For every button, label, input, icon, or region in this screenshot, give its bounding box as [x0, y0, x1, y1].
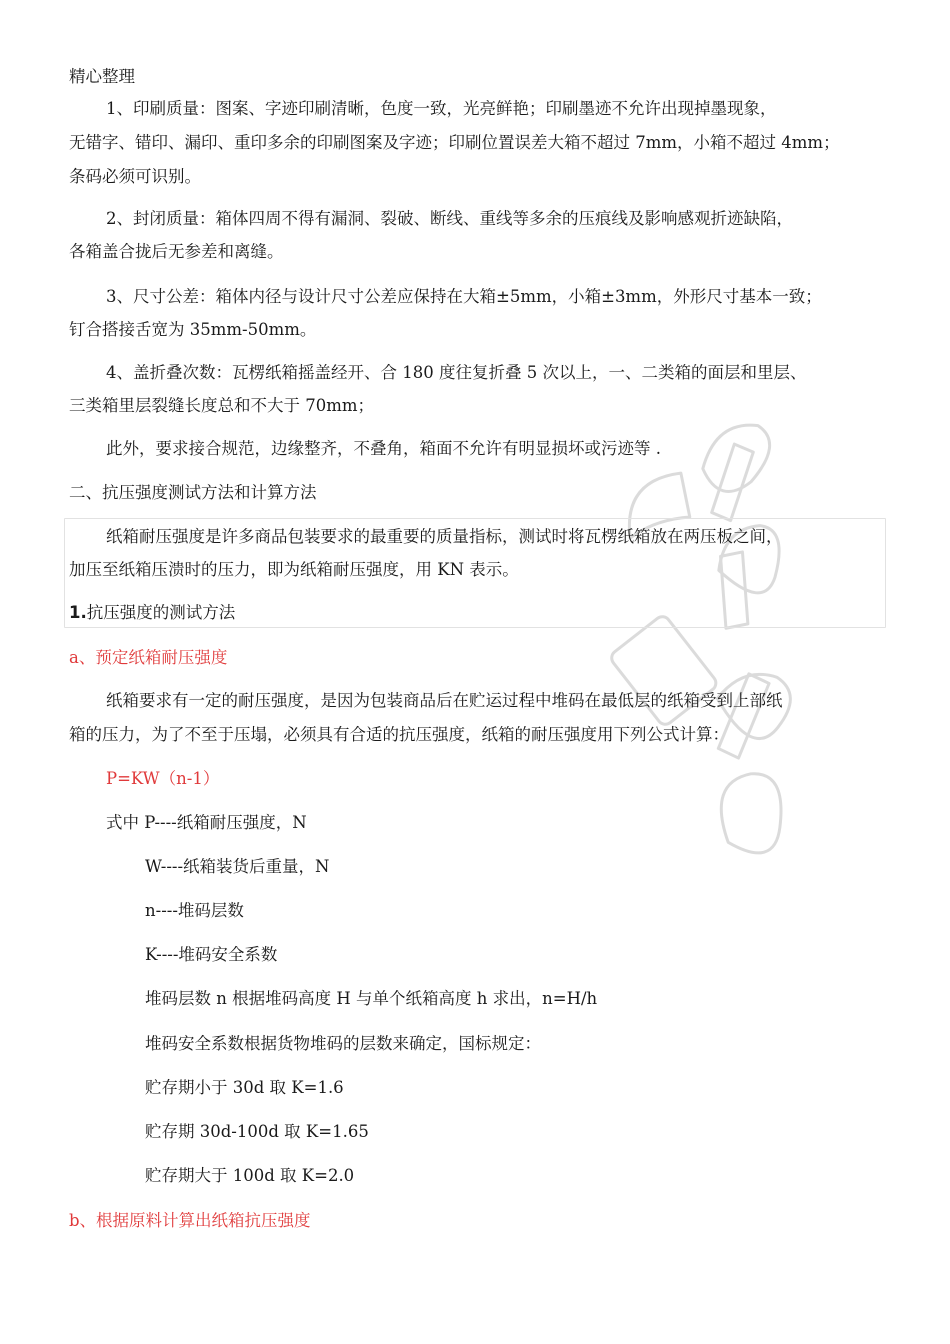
box-subtitle	[69, 602, 235, 624]
def-0: 式中 P----纸箱耐压强度，N	[106, 813, 307, 832]
def-4: 堆码层数 n 根据堆码高度 H 与单个纸箱高度 h 求出，n=H/h	[145, 989, 598, 1008]
item-1-line-3: 条码必须可识别。	[69, 167, 201, 186]
item-2-line-1: 2、封闭质量：箱体四周不得有漏洞、裂破、断线、重线等多余的压痕线及影响感观折迹缺陷，	[106, 209, 793, 228]
def-2: n----堆码层数	[145, 901, 244, 920]
para-a-line-1: 纸箱要求有一定的耐压强度，是因为包装商品后在贮运过程中堆码在最低层的纸箱受到上部纸	[106, 691, 783, 710]
item-1-line-1: 1、印刷质量：图案、字迹印刷清晰，色度一致，光亮鲜艳；印刷墨迹不允许出现掉墨现象，	[106, 99, 777, 118]
item-4-line-2: 三类箱里层裂缝长度总和不大于 70mm；	[69, 396, 375, 415]
box-subtitle-number: 1.	[69, 603, 87, 622]
subsection-a-title: a、预定纸箱耐压强度	[69, 648, 228, 667]
def-7: 贮存期 30d-100d 取 K=1.65	[145, 1122, 369, 1141]
def-5: 堆码安全系数根据货物堆码的层数来确定，国标规定：	[145, 1034, 541, 1053]
def-8: 贮存期大于 100d 取 K=2.0	[145, 1166, 355, 1185]
item-2-line-2: 各箱盖合拢后无参差和离缝。	[69, 242, 284, 261]
item-3-line-2: 钉合搭接舌宽为 35mm-50mm。	[69, 320, 317, 339]
def-1: W----纸箱装货后重量，N	[145, 857, 330, 876]
section-2-title: 二、抗压强度测试方法和计算方法	[69, 483, 317, 502]
formula: P=KW（n-1）	[106, 769, 220, 788]
para-a-line-2: 箱的压力，为了不至于压塌，必须具有合适的抗压强度，纸箱的耐压强度用下列公式计算：	[69, 725, 729, 744]
item-3-line-1: 3、尺寸公差：箱体内径与设计尺寸公差应保持在大箱±5mm，小箱±3mm，外形尺寸基本一致；	[106, 287, 822, 306]
subsection-b-title: b、根据原料计算出纸箱抗压强度	[69, 1211, 311, 1230]
box-line-2: 加压至纸箱压溃时的压力，即为纸箱耐压强度，用 KN 表示。	[69, 560, 519, 579]
def-6: 贮存期小于 30d 取 K=1.6	[145, 1078, 344, 1097]
def-3: K----堆码安全系数	[145, 945, 278, 964]
header-label: 精心整理	[69, 67, 135, 86]
item-1-line-2: 无错字、错印、漏印、重印多余的印刷图案及字迹；印刷位置误差大箱不超过 7mm，小箱不超过 4mm；	[69, 133, 840, 152]
box-line-1: 纸箱耐压强度是许多商品包装要求的最重要的质量指标，测试时将瓦楞纸箱放在两压板之间，	[106, 527, 783, 546]
box-subtitle-text: 抗压强度的测试方法	[86, 603, 236, 622]
extra-requirements: 此外，要求接合规范，边缘整齐，不叠角，箱面不允许有明显损坏或污迹等 .	[106, 439, 661, 458]
item-4-line-1: 4、盖折叠次数：瓦楞纸箱摇盖经开、合 180 度往复折叠 5 次以上，一、二类箱的面层和里层、	[106, 363, 807, 382]
